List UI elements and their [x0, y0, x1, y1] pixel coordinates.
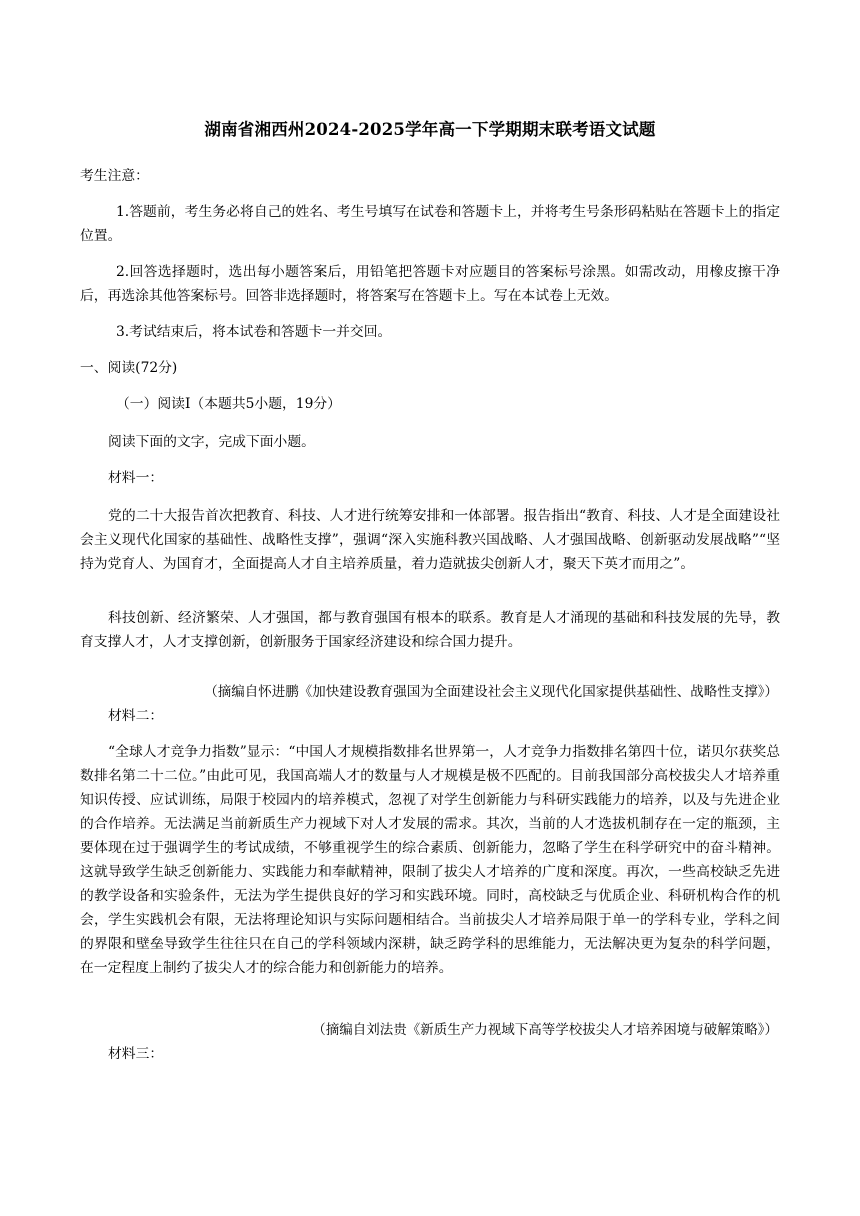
material-2-label: 材料二： — [108, 708, 164, 724]
notice-item-2: 2.回答选择题时，选出每小题答案后，用铅笔把答题卡对应题目的答案标号涂黑。如需改动，用橡皮擦干净后，再选涂其他答案标号。回答非选择题时，将答案写在答题卡上。写在本试卷上无效。 — [80, 264, 780, 304]
material-3-label: 材料三： — [108, 1046, 164, 1062]
material-1-label: 材料一： — [108, 470, 164, 486]
material-1-paragraph-2: 科技创新、经济繁荣、人才强国，都与教育强国有根本的联系。教育是人才涌现的基础和科技发展的先导，教育支撑人才，人才支撑创新，创新服务于国家经济建设和综合国力提升。 — [80, 610, 780, 650]
notice-item-3: 3.考试结束后，将本试卷和答题卡一并交回。 — [116, 324, 392, 340]
material-1-source: （摘编自怀进鹏《加快建设教育强国为全面建设社会主义现代化国家提供基础性、战略性支撑》） — [204, 683, 778, 700]
notice-item-1: 1.答题前，考生务必将自己的姓名、考生号填写在试卷和答题卡上，并将考生号条形码粘贴在答题卡上的指定位置。 — [80, 204, 780, 244]
subsection-heading: （一）阅读Ⅰ（本题共5小题，19分） — [116, 396, 341, 412]
exam-title: 湖南省湘西州2024-2025学年高一下学期期末联考语文试题 — [204, 120, 656, 139]
material-2-paragraph-1: “全球人才竞争力指数”显示：“中国人才规模指数排名世界第一，人才竞争力指数排名第四十位，诺贝尔获奖总数排名第二十二位。”由此可见，我国高端人才的数量与人才规模是极不匹配的。目前我国部分高校拔尖人才培养重知识传授、应试训练，局限于校园内的培养模式，忽视了对学生创新能力与科研实践能力的培养，以及与先进企业的合作培养。无法满足当前新质生产力视域下对人才发展的需求。其次，当前的人才选拔机制存在一定的瓶颈，主要体现在过于强调学生的考试成绩，不够重视学生的综合素质、创新能力，忽略了学生在科学研究中的奋斗精神。这就导致学生缺乏创新能力、实践能力和奉献精神，限制了拔尖人才培养的广度和深度。再次，一些高校缺乏先进的教学设备和实验条件，无法为学生提供良好的学习和实践环境。同时，高校缺乏与优质企业、科研机构合作的机会，学生实践机会有限，无法将理论知识与实际问题相结合。当前拔尖人才培养局限于单一的学科专业，学科之间的界限和壁垒导致学生往往只在自己的学科领域内深耕，缺乏跨学科的思维能力，无法解决更为复杂的科学问题，在一定程度上制约了拔尖人才的综合能力和创新能力的培养。 — [80, 744, 780, 976]
material-2-source: （摘编自刘法贵《新质生产力视域下高等学校拔尖人才培养困境与破解策略》） — [312, 1021, 778, 1038]
material-1-paragraph-1: 党的二十大报告首次把教育、科技、人才进行统筹安排和一体部署。报告指出“教育、科技、人才是全面建设社会主义现代化国家的基础性、战略性支撑”，强调“深入实施科教兴国战略、人才强国战略、创新驱动发展战略”“坚持为党育人、为国育才，全面提高人才自主培养质量，着力造就拔尖创新人才，聚天下英才而用之”。 — [80, 508, 780, 572]
section-heading: 一、阅读(72分) — [80, 360, 178, 376]
notice-heading: 考生注意： — [80, 168, 149, 184]
reading-instruction: 阅读下面的文字，完成下面小题。 — [108, 434, 315, 450]
